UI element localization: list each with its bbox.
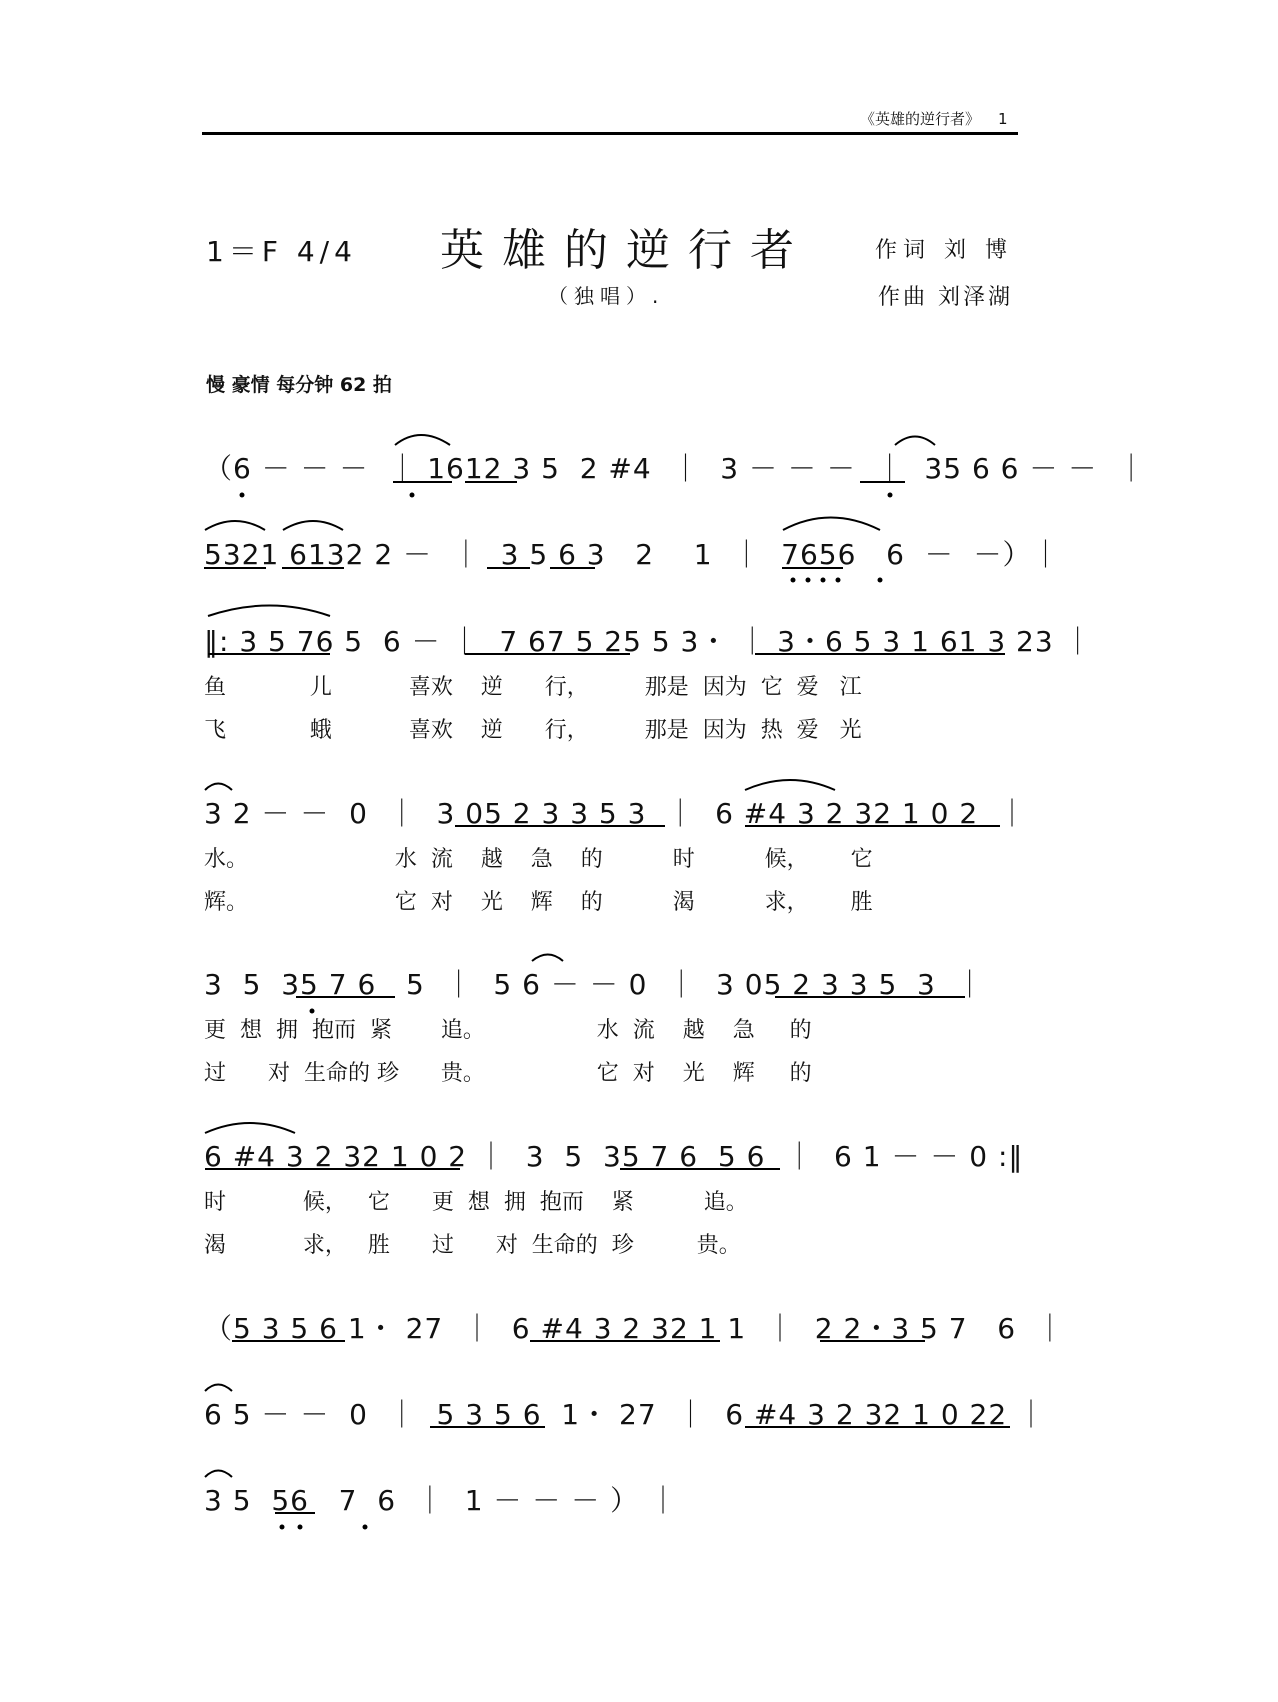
octave-dot <box>363 1525 368 1530</box>
lyric-verse-2-line-6: 渴 求， 胜 过 对 生命的 珍 贵。 <box>204 1233 741 1258</box>
octave-dot <box>791 578 796 583</box>
slur <box>395 435 450 445</box>
score-line-8: 6 5 － － 0 ｜ 5 3 5 6 1・ 27 ｜ 6 #4 3 2 32 1 0 22 ｜ <box>204 1398 1047 1431</box>
octave-dot <box>410 493 415 498</box>
running-title: 《英雄的逆行者》 <box>860 110 981 128</box>
composer-credit: 作曲 刘泽湖 <box>878 285 1013 310</box>
slur <box>745 780 835 790</box>
octave-dot <box>298 1525 303 1530</box>
lyric-verse-2-line-5: 过 对 生命的 珍 贵。 它 对 光 辉 的 <box>204 1061 812 1086</box>
page-number: 1 <box>998 110 1008 128</box>
slur <box>532 955 563 962</box>
key-signature: 1＝F 4/4 <box>206 235 357 268</box>
octave-dot <box>806 578 811 583</box>
slur <box>208 606 330 617</box>
score-line-4: 3 2 － － 0 ｜ 3 05 2 3 3 5 3 ｜ 6 #4 3 2 32 1 0 2 ｜ <box>204 797 1027 830</box>
octave-dot <box>836 578 841 583</box>
lyricist-credit: 作词 刘 博 <box>875 238 1013 263</box>
lyric-verse-1-line-3: 鱼 儿 喜欢 逆 行， 那是 因为 它 爱 江 <box>204 675 862 700</box>
lyric-verse-1-line-5: 更 想 拥 抱而 紧 追。 水 流 越 急 的 <box>204 1018 812 1043</box>
song-subtitle: （独唱）. <box>548 284 665 308</box>
slur <box>205 784 232 791</box>
lyric-verse-1-line-6: 时 候， 它 更 想 拥 抱而 紧 追。 <box>204 1190 748 1215</box>
lyric-verse-1-line-4: 水。 水 流 越 急 的 时 候， 它 <box>204 847 873 872</box>
octave-dot <box>821 578 826 583</box>
tempo-marking: 慢 豪情 每分钟 62 拍 <box>206 374 392 396</box>
slur <box>205 1123 295 1133</box>
lyric-verse-2-line-3: 飞 蛾 喜欢 逆 行， 那是 因为 热 爱 光 <box>204 718 862 743</box>
header-rule <box>202 132 1018 135</box>
score-line-7: （5 3 5 6 1・ 27 ｜ 6 #4 3 2 32 1 1 ｜ 2 2・3 5 7 6 ｜ <box>204 1312 1065 1345</box>
octave-dot <box>280 1525 285 1530</box>
score-line-5: 3 5 35 7 6 5 ｜ 5 6 － － 0 ｜ 3 05 2 3 3 5 3 ｜ <box>204 968 985 1001</box>
octave-dot <box>240 493 245 498</box>
slur <box>895 437 935 446</box>
slur <box>205 521 265 530</box>
song-title: 英雄的逆行者 <box>440 225 812 276</box>
slur <box>283 521 343 530</box>
octave-dot <box>878 578 883 583</box>
score-line-1: （6 － － － ｜ 1612 3 5 2 #4 ｜ 3 － － － ｜ 35 6 6 － － ｜ <box>204 452 1147 485</box>
score-line-2: 5321 6132 2 － ｜ 3 5 6 3 2 1 ｜ 7656 6 － －）｜ <box>204 538 1061 571</box>
score-line-9: 3 5 56 7 6 ｜ 1 － － － ） ｜ <box>204 1484 679 1517</box>
slur <box>205 1471 232 1478</box>
octave-dot <box>888 493 893 498</box>
lyric-verse-2-line-4: 辉。 它 对 光 辉 的 渴 求， 胜 <box>204 890 873 915</box>
slur <box>205 1385 232 1392</box>
slur <box>783 518 880 531</box>
score-line-3: ‖: 3 5 76 5 6 － ｜ 7 67 5 25 5 3・ ｜ 3・6 5 3 1 61 3 23 ｜ <box>204 625 1093 658</box>
running-head <box>860 108 1008 129</box>
score-line-6: 6 #4 3 2 32 1 0 2 ｜ 3 5 35 7 6 5 6 ｜ 6 1 － － 0 :‖ <box>204 1140 1024 1173</box>
